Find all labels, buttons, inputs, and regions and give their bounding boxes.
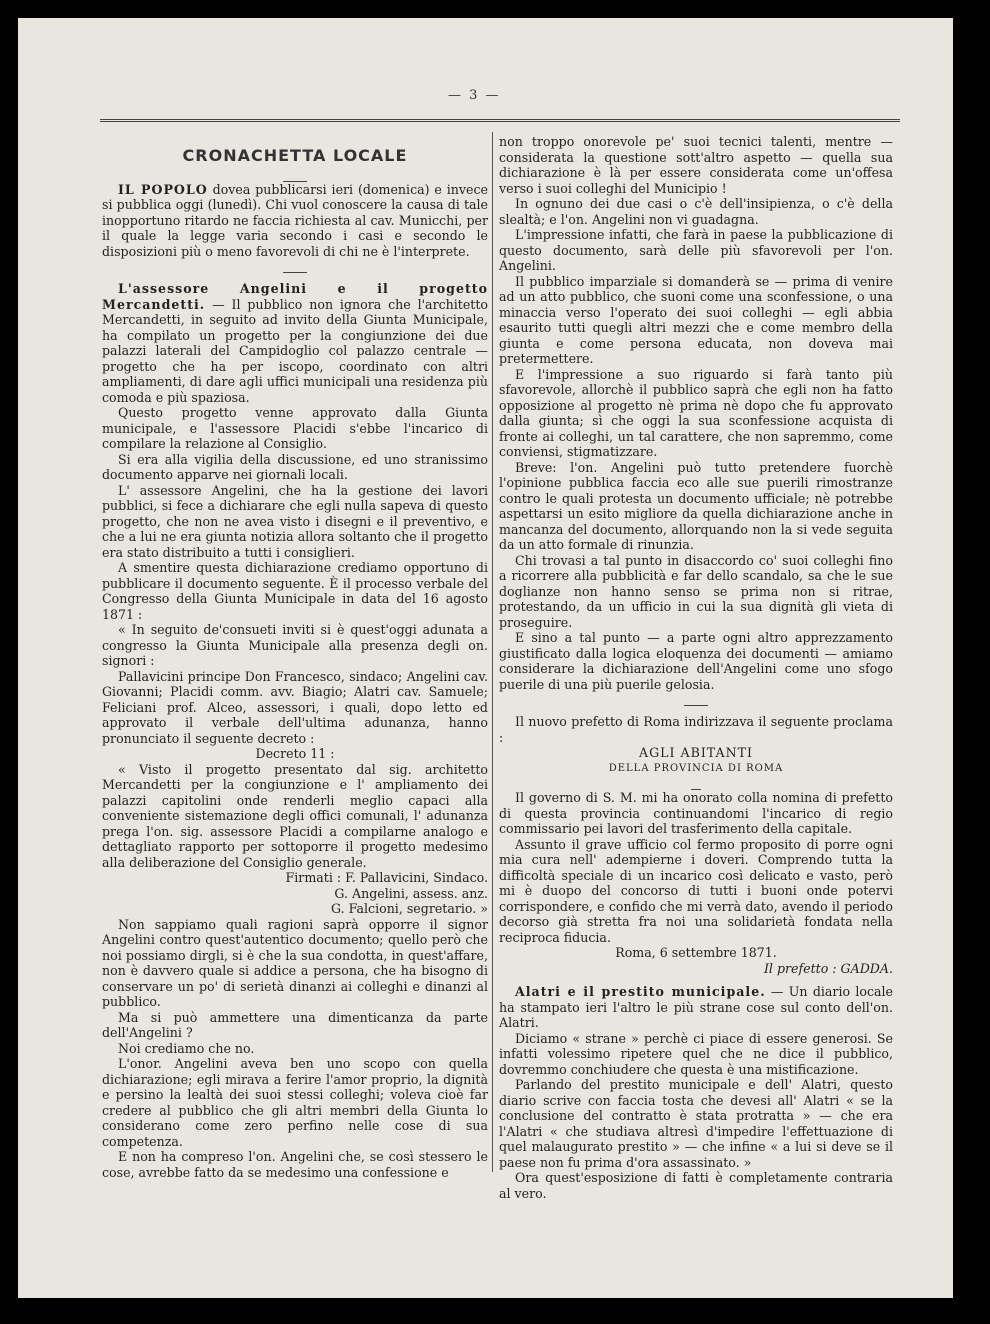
separator (499, 694, 893, 704)
paragraph: A smentire questa dichiarazione crediamo opportuno di pubblicare il documento seguente. È il processo verbale del Congresso della Giunta Municipale in data del 16 agosto 1871 : (102, 560, 488, 622)
signature-line: G. Falcioni, segretario. » (331, 901, 488, 916)
article-head: IL POPOLO (118, 181, 208, 197)
decree-number: Decreto 11 : (255, 746, 335, 761)
paragraph: Il nuovo prefetto di Roma indirizzava il seguente proclama : (499, 714, 893, 745)
paragraph: L'impressione infatti, che farà in paese la pubblicazione di questo documento, sarà delle più sfavorevoli per l'on. Angelini. (499, 227, 893, 273)
paragraph: E non ha compreso l'on. Angelini che, se così stessero le cose, avrebbe fatto da se medesimo una confessione e (102, 1149, 488, 1180)
header-rule (100, 119, 900, 122)
paragraph: E sino a tal punto — a parte ogni altro apprezzamento giustificato dalla logica eloquenza dei documenti — amiamo considerare la dichiarazione dell'Angelini come uno sfogo puerile di una più puerile gelosia. (499, 630, 893, 692)
paragraph: Ora quest'esposizione di fatti è completamente contraria al vero. (499, 1170, 893, 1201)
paragraph: Il pubblico imparziale si domanderà se — prima di venire ad un atto pubblico, che suoni come una sconfessione, o una minaccia verso l'operato dei suoi colleghi — egli abbia esaurito tutti quegli altri mezzi che e come membro della giunta e come persona educata, non doveva mai pretermettere. (499, 273, 893, 366)
section-title: CRONACHETTA LOCALE (182, 146, 408, 165)
paragraph: Noi crediamo che no. (118, 1040, 255, 1056)
signature-line: Firmati : F. Pallavicini, Sindaco. (285, 870, 488, 885)
column-divider (492, 132, 493, 1172)
paragraph: L' assessore Angelini, che ha la gestione dei lavori pubblici, si fece a dichiarare che egli nulla sapeva di questo progetto, che non ne avea visto i disegni e il preventivo, e che a lui ne era giunta notizia allora soltanto che il progetto era stato distribuito a tutti i consiglieri. (102, 482, 488, 560)
paragraph: Il governo di S. M. mi ha onorato colla nomina di prefetto di questa provincia continuandomi l'incarico di regio commissario pei lavori del trasferimento della capitale. (499, 790, 893, 836)
separator (102, 261, 488, 271)
paragraph: Diciamo « strane » perchè ci piace di essere generosi. Se infatti volessimo ripetere quel che ne dice il pubblico, dovremmo conchiudere che questa è una mistificazione. (499, 1030, 893, 1077)
paragraph: « Visto il progetto presentato dal sig. architetto Mercandetti per la congiunzione e l' ampliamento dei palazzi capitolini onde renderli meglio capaci alla conveniente sistemazione degli offici comunali, l' adunanza prega l'on. sig. assessore Placidi a compilarne analogo e dettagliato rapporto per sottoporre il progetto medesimo alla deliberazione del Consiglio generale. (102, 761, 488, 870)
paragraph: Pallavicini principe Don Francesco, sindaco; Angelini cav. Giovanni; Placidi comm. avv. Biagio; Alatri cav. Samuele; Feliciani prof. Alceo, assessori, i quali, dopo letto ed approvato il verbale dell'ultima adunanza, hanno pronunciato il seguente decreto : (102, 668, 488, 746)
paragraph: L'assessore Angelini e il progetto Mercandetti. — Il pubblico non ignora che l'architetto Mercandetti, in seguito ad invito della Giunta Municipale, ha compilato un progetto per la congiunzione dei due palazzi laterali del Campidoglio col palazzo centrale — progetto che ha per iscopo, coordinato con altri ampliamenti, di dare agli uffici municipali una residenza più comoda e più spaziosa. (102, 281, 488, 405)
paragraph: Assunto il grave ufficio col fermo proposito di porre ogni mia cura nell' adempierne i doveri. Comprendo tutta la difficoltà speciale di un incarico così delicato e vasto, però mi è duopo del concorso di tutti i buoni onde potervi corrispondere, e confido che mi verrà dato, avendo il periodo decorso già stretta fra noi una solidarietà fondata nella reciproca fiducia. (499, 836, 893, 945)
separator (102, 170, 488, 180)
separator (499, 778, 893, 788)
page-number: — 3 — (448, 88, 501, 103)
newspaper-page (18, 18, 953, 1298)
paragraph: non troppo onorevole pe' suoi tecnici talenti, mentre — considerata la questione sott'altro aspetto — quella sua dichiarazione è là per essere considerata come un'offesa verso i suoi colleghi del Municipio ! (499, 134, 893, 196)
article-head: Alatri e il prestito municipale. (515, 984, 766, 999)
paragraph: IL POPOLO dovea pubblicarsi ieri (domenica) e invece si pubblica oggi (lunedì). Chi vuol conoscere la causa di tale inopportuno ritardo ne faccia richiesta al cav. Municchi, per il quale la legge varia secondo i casi e secondo le disposizioni più o meno favorevoli di chi ne è l'interprete. (102, 181, 488, 259)
dateline: Roma, 6 settembre 1871. (615, 945, 777, 960)
paragraph: Alatri e il prestito municipale. — Un diario locale ha stampato ieri l'altro le più strane cose sul conto dell'on. Alatri. (499, 984, 893, 1030)
paragraph: E l'impressione a suo riguardo si farà tanto più sfavorevole, allorchè il pubblico saprà che egli non ha fatto opposizione al progetto nè prima nè dopo che fu approvato dalla giunta; sì che oggi la sua sconfessione acquista di fronte ai colleghi, un tal carattere, che non sapremmo, come conviensi, stigmatizzare. (499, 366, 893, 459)
right-column (499, 134, 893, 1201)
paragraph: Parlando del prestito municipale e dell' Alatri, questo diario scrive con faccia tosta che devesi all' Alatri « se la conclusione del contratto è stata protratta » — che era l'Alatri « che studiava altresì d'impedire l'effettuazione di quel malaugurato prestito » — che infine « a lui si deve se il paese non fu prima d'ora assassinato. » (499, 1077, 893, 1170)
paragraph: Non sappiamo quali ragioni saprà opporre il signor Angelini contro quest'autentico documento; quello però che noi possiamo dirgli, si è che la sua condotta, in quest'affare, non è davvero quale si addice a persona, che ha bisogno di conservare un po' di serietà dinanzi ai colleghi e dinanzi al pubblico. (102, 916, 488, 1009)
signature-line: G. Angelini, assess. anz. (334, 885, 488, 901)
paragraph: L'onor. Angelini aveva ben uno scopo con quella dichiarazione; egli mirava a ferire l'amor proprio, la dignità e persino la lealtà dei suoi stessi colleghi; voleva cioè far credere al pubblico che gli altri membri della Giunta lo considerano come zero perfino nelle cose di sua competenza. (102, 1056, 488, 1149)
left-column (102, 134, 488, 1180)
scan-border-bottom (0, 1298, 990, 1324)
paragraph: Ma si può ammettere una dimenticanza da parte dell'Angelini ? (102, 1009, 488, 1040)
signature-line: Il prefetto : GADDA. (763, 960, 893, 976)
scan-border-right (953, 0, 990, 1324)
paragraph: Chi trovasi a tal punto in disaccordo co' suoi colleghi fino a ricorrere alla pubblicità e far dello scandalo, sa che le sue doglianze non hanno senso se prima non si ritrae, protestando, da un ufficio in cui la sua dignità gli vieta di proseguire. (499, 552, 893, 630)
paragraph: Breve: l'on. Angelini può tutto pretendere fuorchè l'opinione pubblica faccia eco alle sue puerili rimostranze contro le quali protesta un documento ufficiale; nè potrebbe aspettarsi un esito migliore da quella dichiarazione anche in mancanza del documento, allorquando non la si vede seguita da un atto formale di rinunzia. (499, 459, 893, 552)
article-head: L'assessore Angelini e il progetto Mercandetti. (102, 281, 488, 312)
proclamation-title: AGLI ABITANTI (638, 745, 754, 760)
paragraph: Questo progetto venne approvato dalla Giunta municipale, e l'assessore Placidi s'ebbe l'incarico di compilare la relazione al Consiglio. (102, 405, 488, 451)
paragraph: In ognuno dei due casi o c'è dell'insipienza, o c'è della slealtà; e l'on. Angelini non vi guadagna. (499, 196, 893, 227)
proclamation-subtitle: DELLA PROVINCIA DI ROMA (608, 762, 784, 774)
paragraph: Si era alla vigilia della discussione, ed uno stranissimo documento apparve nei giornali locali. (102, 451, 488, 482)
paragraph: « In seguito de'consueti inviti si è quest'oggi adunata a congresso la Giunta Municipale alla presenza degli on. signori : (102, 622, 488, 668)
